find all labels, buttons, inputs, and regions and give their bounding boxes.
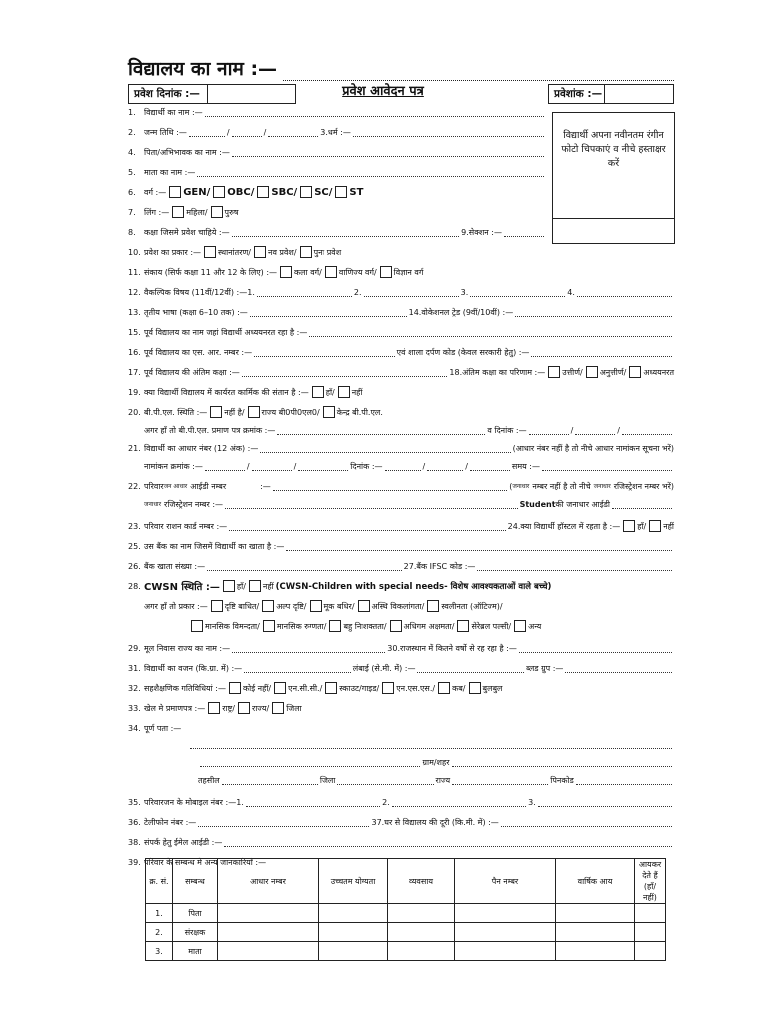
field-telephone: 36. टेलीफोन नंबर :— 37. घर से विद्यालय की दूरी (कि.मी. में) :— — [128, 814, 674, 830]
enrolment-part-1[interactable] — [205, 462, 245, 471]
aadhaar-input[interactable] — [260, 444, 510, 453]
result-studying-checkbox[interactable] — [629, 366, 641, 378]
address-line-2-input[interactable] — [200, 758, 420, 767]
bpl-date-month[interactable] — [575, 426, 615, 435]
admission-number-box[interactable] — [548, 84, 674, 104]
bpl-certificate-input[interactable] — [277, 426, 485, 435]
previous-school-input[interactable] — [309, 328, 672, 337]
school-name-line — [128, 55, 674, 81]
field-admission-type: 10. प्रवेश का प्रकार :— स्थानांतरण/ नव प्रवेश/ पुनः प्रवेश — [128, 247, 342, 257]
address-line-3: तहसील जिला राज्य पिनकोड — [128, 772, 674, 788]
gender-female-checkbox[interactable] — [172, 206, 184, 218]
domicile-state-input[interactable] — [232, 644, 385, 653]
col-annual-income: वार्षिक आय — [556, 859, 635, 904]
result-fail-checkbox[interactable] — [586, 366, 598, 378]
table-header-row — [146, 859, 666, 904]
activity-ncc-checkbox[interactable] — [274, 682, 286, 694]
address-line-1-input[interactable] — [190, 740, 672, 749]
distance-input[interactable] — [501, 818, 672, 827]
gender-male-checkbox[interactable] — [211, 206, 223, 218]
admission-date-label: प्रवेश दिनांक :— — [134, 88, 200, 100]
cwsn-mental-retardation-checkbox[interactable] — [191, 620, 203, 632]
header-bar — [128, 84, 674, 106]
admission-new-checkbox[interactable] — [254, 246, 266, 258]
bpl-date-year[interactable] — [622, 426, 672, 435]
dob-year[interactable] — [268, 128, 318, 137]
optional-subject-3[interactable] — [470, 288, 565, 297]
bpl-none-checkbox[interactable] — [210, 406, 222, 418]
village-city-input[interactable] — [452, 758, 672, 767]
field-physical: 31. विद्यार्थी का वजन (कि.ग्रा. में) :— लंबाई (से.मी. में) :— ब्लड ग्रुप :— — [128, 660, 674, 676]
field-jan-aadhaar: 22. परिवार जन आधार आईडी नम्बर :— ( जनाधार नम्बर नहीं है तो नीचे जनाधार रजिस्ट्रेशन नम्बर भरें) — [128, 481, 674, 491]
admission-number-label: प्रवेशांक :— — [554, 88, 603, 100]
ifsc-input[interactable] — [477, 562, 672, 571]
field-co-curricular: 32. सहशैक्षणिक गतिविधियां :— कोई नहीं/ एन.सी.सी./ स्काउट/गाइड/ एन.एस.एस./ कब/ बुलबुल — [128, 683, 503, 693]
enrolment-part-2[interactable] — [252, 462, 292, 471]
faculty-arts-checkbox[interactable] — [280, 266, 292, 278]
school-name-field[interactable] — [283, 66, 674, 81]
photo-box[interactable] — [552, 112, 675, 244]
col-serial: क्र. सं. — [146, 859, 173, 904]
field-third-language: 13. तृतीय भाषा (कक्षा 6–10 तक) :— 14. वोकेशनल ट्रेड (9वीं/10वीं) :— — [128, 304, 674, 320]
school-name-label: विद्यालय का नाम :— — [128, 58, 278, 80]
table-row: 1. पिता — [146, 904, 666, 923]
optional-subject-1[interactable] — [257, 288, 352, 297]
field-email: 38. संपर्क हेतु ईमेल आईडी :— — [128, 834, 674, 850]
jan-aadhaar-input[interactable] — [273, 482, 507, 491]
col-occupation: व्यवसाय — [388, 859, 455, 904]
col-pan: पैन नम्बर — [455, 859, 556, 904]
field-previous-sr-number: 16. पूर्व विद्यालय का एस. आर. नम्बर :— एवं शाला दर्पण कोड (केवल सरकारी हेतु) :— — [128, 344, 674, 360]
hostel-yes-checkbox[interactable] — [623, 520, 635, 532]
category-obc-checkbox[interactable] — [213, 186, 225, 198]
bank-name-input[interactable] — [286, 542, 672, 551]
blood-group-input[interactable] — [565, 664, 672, 673]
field-jan-aadhaar-registration: जनाधार रजिस्ट्रेशन नम्बर :— Student की जनाधार आईडी — [128, 496, 674, 512]
father-name-input[interactable] — [232, 148, 544, 157]
bpl-state-checkbox[interactable] — [248, 406, 260, 418]
cwsn-mental-illness-checkbox[interactable] — [263, 620, 275, 632]
field-aadhaar: 21. विद्यार्थी का आधार नंबर (12 अंक) :— (आधार नंबर नहीं है तो नीचे आधार नामांकन सूचना भरें) — [128, 443, 674, 453]
sports-state-checkbox[interactable] — [238, 702, 250, 714]
enrolment-part-3[interactable] — [298, 462, 348, 471]
optional-subject-4[interactable] — [577, 288, 672, 297]
bpl-date-day[interactable] — [529, 426, 569, 435]
telephone-input[interactable] — [198, 818, 369, 827]
cwsn-orthopedic-checkbox[interactable] — [358, 600, 370, 612]
cwsn-cerebral-palsy-checkbox[interactable] — [457, 620, 469, 632]
col-income-tax: आयकर देते हैं (हॉं/नहीं) — [635, 859, 666, 904]
state-input[interactable] — [452, 776, 548, 785]
field-cwsn-type: अगर हाँ तो प्रकार :— दृष्टि बाधित/ अल्प दृष्टि/ मूक बधिर/ अस्थि विकलांगता/ स्वलीनता (ऑटिज्म)/ — [144, 601, 503, 611]
student-name-input[interactable] — [205, 108, 544, 117]
class-input[interactable] — [232, 228, 460, 237]
field-bpl-status: 20. बी.पी.एल. स्थिति :— नहीं है/ राज्य बी0पी0एल0/ केन्द्र बी.पी.एल. — [128, 407, 383, 417]
staff-child-yes-checkbox[interactable] — [312, 386, 324, 398]
result-pass-checkbox[interactable] — [548, 366, 560, 378]
cwsn-low-vision-checkbox[interactable] — [262, 600, 274, 612]
field-staff-child: 19. क्या विद्यार्थी विद्यालय में कार्यरत कार्मिक की संतान है :— हाँ/ नहीं — [128, 387, 363, 397]
years-in-rajasthan-input[interactable] — [519, 644, 672, 653]
weight-input[interactable] — [244, 664, 351, 673]
cwsn-autism-checkbox[interactable] — [427, 600, 439, 612]
category-gen-checkbox[interactable] — [169, 186, 181, 198]
admission-transfer-checkbox[interactable] — [204, 246, 216, 258]
address-line-2: ग्राम/शहर — [128, 754, 674, 770]
field-student-name: 1. विद्यार्थी का नाम :— — [128, 104, 546, 120]
enrolment-time[interactable] — [542, 462, 672, 471]
shala-darpan-code-input[interactable] — [531, 348, 672, 357]
sports-national-checkbox[interactable] — [208, 702, 220, 714]
cwsn-deaf-checkbox[interactable] — [310, 600, 322, 612]
hostel-no-checkbox[interactable] — [649, 520, 661, 532]
height-input[interactable] — [417, 664, 524, 673]
field-previous-class-result: 17. पूर्व विद्यालय की अंतिम कक्षा :— 18. अंतिम कक्षा का परिणाम :— उत्तीर्ण/ अनुत्तीर्ण/ अध्ययनरत — [128, 367, 674, 377]
field-aadhaar-enrolment: नामांकन क्रमांक :— / / दिनांक :— / / समय :— — [128, 458, 674, 474]
field-dob-religion: 2. जन्म तिथि :— / / 3. धर्म :— — [128, 124, 546, 140]
admission-date-box[interactable] — [128, 84, 296, 104]
col-aadhaar: आधार नम्बर — [218, 859, 319, 904]
mobile-1-input[interactable] — [246, 798, 380, 807]
cwsn-other-checkbox[interactable] — [514, 620, 526, 632]
staff-child-no-checkbox[interactable] — [338, 386, 350, 398]
category-st-checkbox[interactable] — [335, 186, 347, 198]
field-previous-school: 15. पूर्व विद्यालय का नाम जहां विद्यार्थी अध्ययनरत रहा है :— — [128, 324, 674, 340]
bank-account-input[interactable] — [207, 562, 402, 571]
sports-district-checkbox[interactable] — [272, 702, 284, 714]
field-address: 34. पूर्ण पता :— — [128, 723, 182, 733]
faculty-science-checkbox[interactable] — [380, 266, 392, 278]
field-mobile: 35. परिवारजन के मोबाइल नंबर :— 1. 2. 3. — [128, 794, 674, 810]
mobile-3-input[interactable] — [538, 798, 672, 807]
category-sbc-checkbox[interactable] — [257, 186, 269, 198]
enrolment-date-year[interactable] — [470, 462, 510, 471]
table-row: 2. संरक्षक — [146, 923, 666, 942]
faculty-commerce-checkbox[interactable] — [325, 266, 337, 278]
col-relation: सम्बन्ध — [173, 859, 218, 904]
field-cwsn-type-2: मानसिक विमन्दता/ मानसिक रुग्णता/ बहु निःशक्तता/ अधिगम अक्षमता/ सेरेब्रल पल्सी/ अन्य — [128, 618, 674, 634]
field-bank-account: 26. बैंक खाता संख्या :— 27. बैंक IFSC कोड :— — [128, 558, 674, 574]
field-father-name: 4. पिता/अभिभावक का नाम :— — [128, 144, 546, 160]
field-category: 6. वर्ग :— GEN/ OBC/ SBC/ SC/ ST — [128, 186, 364, 198]
district-input[interactable] — [337, 776, 433, 785]
field-mother-name: 5. माता का नाम :— — [128, 164, 546, 180]
optional-subject-2[interactable] — [364, 288, 459, 297]
activity-cub-checkbox[interactable] — [438, 682, 450, 694]
activity-none-checkbox[interactable] — [229, 682, 241, 694]
dob-day[interactable] — [189, 128, 225, 137]
enrolment-date-day[interactable] — [385, 462, 421, 471]
enrolment-date-month[interactable] — [427, 462, 463, 471]
field-family-info: 39. परिवार के सम्बन्ध मे अन्य जानकारियॉं :— — [128, 857, 267, 867]
address-line-1 — [128, 736, 674, 752]
cwsn-learning-disability-checkbox[interactable] — [390, 620, 402, 632]
email-input[interactable] — [224, 838, 672, 847]
col-qualification: उच्चतम योग्यता — [319, 859, 388, 904]
cwsn-no-checkbox[interactable] — [249, 580, 261, 592]
mother-name-input[interactable] — [197, 168, 544, 177]
form-title: प्रवेश आवेदन पत्र — [342, 84, 424, 99]
cwsn-blind-checkbox[interactable] — [211, 600, 223, 612]
category-sc-checkbox[interactable] — [300, 186, 312, 198]
field-cwsn: 28. CWSN स्थिति :— हाँ/ नहीं (CWSN-Children with special needs- विशेष आवश्यकताओं वाले बच्चे) — [128, 581, 552, 593]
table-row: 3. माता — [146, 942, 666, 961]
pincode-input[interactable] — [576, 776, 672, 785]
field-sports-certificate: 33. खेल मे प्रमाणपत्र :— राष्ट्र/ राज्य/ जिला — [128, 703, 302, 713]
vocational-trade-input[interactable] — [515, 308, 672, 317]
field-ration-hostel: 23. परिवार राशन कार्ड नम्बर :— 24. क्या विद्यार्थी हॉस्टल में रहता है :— हाँ/ नहीं — [128, 521, 674, 531]
field-bpl-certificate: अगर हाँ तो बी.पी.एल. प्रमाण पत्र क्रमांक :— व दिनांक :— / / — [128, 422, 674, 438]
activity-bulbul-checkbox[interactable] — [469, 682, 481, 694]
jan-aadhaar-reg-input[interactable] — [225, 500, 518, 509]
bpl-central-checkbox[interactable] — [323, 406, 335, 418]
admission-readmit-checkbox[interactable] — [300, 246, 312, 258]
dob-month[interactable] — [232, 128, 262, 137]
religion-input[interactable] — [353, 128, 544, 137]
field-class-section: 8. कक्षा जिसमे प्रवेश चाहिये :— 9. सेक्शन :— — [128, 224, 546, 240]
activity-scout-checkbox[interactable] — [325, 682, 337, 694]
signature-line — [553, 218, 674, 219]
third-language-input[interactable] — [250, 308, 407, 317]
cwsn-yes-checkbox[interactable] — [223, 580, 235, 592]
cwsn-multiple-checkbox[interactable] — [329, 620, 341, 632]
tehsil-input[interactable] — [222, 776, 318, 785]
ration-card-input[interactable] — [229, 522, 505, 531]
section-input[interactable] — [504, 228, 544, 237]
field-faculty: 11. संकाय (सिर्फ कक्षा 11 और 12 के लिए) :— कला वर्ग/ वाणिज्य वर्ग/ विज्ञान वर्ग — [128, 267, 424, 277]
field-gender: 7. लिंग :— महिला/ पुरुष — [128, 207, 239, 217]
field-domicile: 29. मूल निवास राज्य का नाम :— 30. राजस्थान में कितने वर्षो से रह रहा है :— — [128, 640, 674, 656]
mobile-2-input[interactable] — [392, 798, 526, 807]
field-optional-subjects: 12. वैकल्पिक विषय (11वीं/12वीं) :— 1. 2. 3. 4. — [128, 284, 674, 300]
previous-class-input[interactable] — [242, 368, 448, 377]
photo-instruction: विद्यार्थी अपना नवीनतम रंगीन फोटो चिपकाएं व नीचे हस्ताक्षर करें — [561, 130, 666, 169]
student-jan-aadhaar-id[interactable] — [612, 500, 672, 509]
sr-number-input[interactable] — [254, 348, 395, 357]
activity-nss-checkbox[interactable] — [382, 682, 394, 694]
field-bank-name: 25. उस बैंक का नाम जिसमें विद्यार्थी का खाता है :— — [128, 538, 674, 554]
family-info-table — [145, 858, 666, 961]
